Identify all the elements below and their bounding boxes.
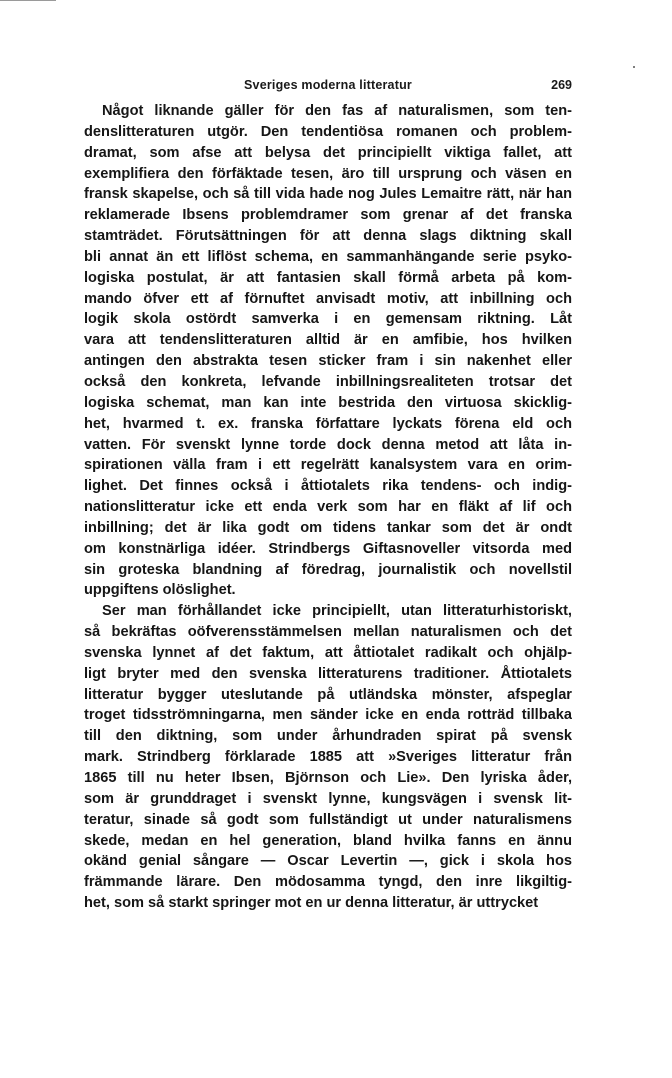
text-line: 1865 till nu heter Ibsen, Björnson och Lie». Den lyriska åder,	[84, 770, 572, 786]
text-line: sin groteska blandning af föredrag, journalistik och novellstil	[84, 561, 572, 578]
text-line: mando öfver ett af förnuftet anvisadt motiv, att inbillning och	[84, 290, 572, 307]
paragraph	[84, 601, 572, 914]
text-line: teratur, sinade så godt som fullständigt ut under naturalismens	[84, 811, 572, 828]
text-line: het, hvarmed t. ex. franska författare lyckats förena eld och	[84, 415, 572, 432]
text-line: nationslitteratur icke ett enda verk som har en fläkt af lif och	[84, 499, 572, 516]
running-title: Sveriges moderna litteratur	[244, 78, 412, 92]
text-line: troget tidsströmningarna, men sänder icke en enda rotträd tillbaka	[84, 707, 572, 724]
scan-speck	[633, 66, 635, 68]
text-line: uppgiftens olöslighet.	[84, 582, 236, 599]
text-line: litteratur bygger uteslutande på utländska mönster, afspeglar	[84, 686, 572, 703]
page-number: 269	[551, 78, 572, 92]
text-line: reklamerade Ibsens problemdramer som grenar af det franska	[84, 207, 572, 224]
page-header	[84, 78, 572, 98]
text-line: så bekräftas oöfverensstämmelsen mellan naturalismen och det	[84, 624, 572, 641]
text-line: till den diktning, som under århundraden spirat på svensk	[84, 728, 572, 745]
text-line: Något liknande gäller för den fas af naturalismen, som ten-	[102, 103, 572, 119]
text-line: som är grunddraget i svenskt lynne, kungsvägen i svensk lit-	[84, 790, 572, 807]
text-line: ligt bryter med den svenska litteraturens traditioner. Åttiotalets	[84, 665, 572, 682]
scan-edge-rule	[0, 0, 56, 1]
text-line: stamträdet. Förutsättningen för att denna slags diktning skall	[84, 228, 572, 245]
text-line: svenska lynnet af det faktum, att åttiotalet radikalt och ohjälp-	[84, 644, 572, 661]
text-line: också den konkreta, lefvande inbillningsrealiteten trotsar det	[84, 373, 572, 390]
text-line: skede, medan en hel generation, bland hvilka fanns en ännu	[84, 832, 572, 849]
text-line: om konstnärliga idéer. Strindbergs Giftasnoveller vitsorda med	[84, 540, 572, 557]
text-line: bli annat än ett liflöst schema, en sammanhängande serie psyko-	[84, 248, 572, 265]
text-line: mark. Strindberg förklarade 1885 att »Sveriges litteratur från	[84, 749, 572, 766]
text-line: fransk skapelse, och så till vida hade nog Jules Lemaitre rätt, när han	[84, 186, 572, 203]
text-line: logiska postulat, är att fantasien skall förmå arbeta på kom-	[84, 269, 572, 286]
text-line: Ser man förhållandet icke principiellt, utan litteraturhistoriskt,	[102, 603, 572, 620]
text-line: spirationen välla fram i ett regelrätt kanalsystem vara en orim-	[84, 457, 572, 474]
text-line: inbillning; det är lika godt om tidens tankar som det är ondt	[84, 519, 572, 536]
text-line: het, som så starkt springer mot en ur denna litteratur, är uttrycket	[84, 895, 539, 912]
text-line: okänd genial sångare — Oscar Levertin —, gick i skola hos	[84, 853, 572, 870]
text-line: logiska schemat, man kan inte bestrida den virtuosa skicklig-	[84, 394, 572, 411]
text-line: antingen den abstrakta tesen sticker fram i sin nakenhet eller	[84, 353, 572, 370]
text-line: dramat, som afse att belysa det principiellt viktiga fallet, att	[84, 144, 572, 161]
text-line: vara att tendenslitteraturen alltid är en amfibie, hos hvilken	[84, 332, 572, 349]
text-line: logik skola ostördt samverka i en gemensam riktning. Låt	[84, 311, 572, 328]
text-line: exemplifiera den förfäktade tesen, äro till ursprung och väsen en	[84, 165, 572, 182]
text-line: lighet. Det finnes också i åttiotalets rika tendens- och indig-	[84, 478, 572, 495]
paragraph	[84, 101, 572, 601]
text-line: främmande lärare. Den mödosamma tyngd, den inre likgiltig-	[84, 874, 572, 891]
body-text	[84, 101, 572, 914]
text-line: denslitteraturen utgör. Den tendentiösa romanen och problem-	[84, 123, 572, 140]
text-line: vatten. För svenskt lynne torde dock denna metod att låta in-	[84, 436, 572, 453]
